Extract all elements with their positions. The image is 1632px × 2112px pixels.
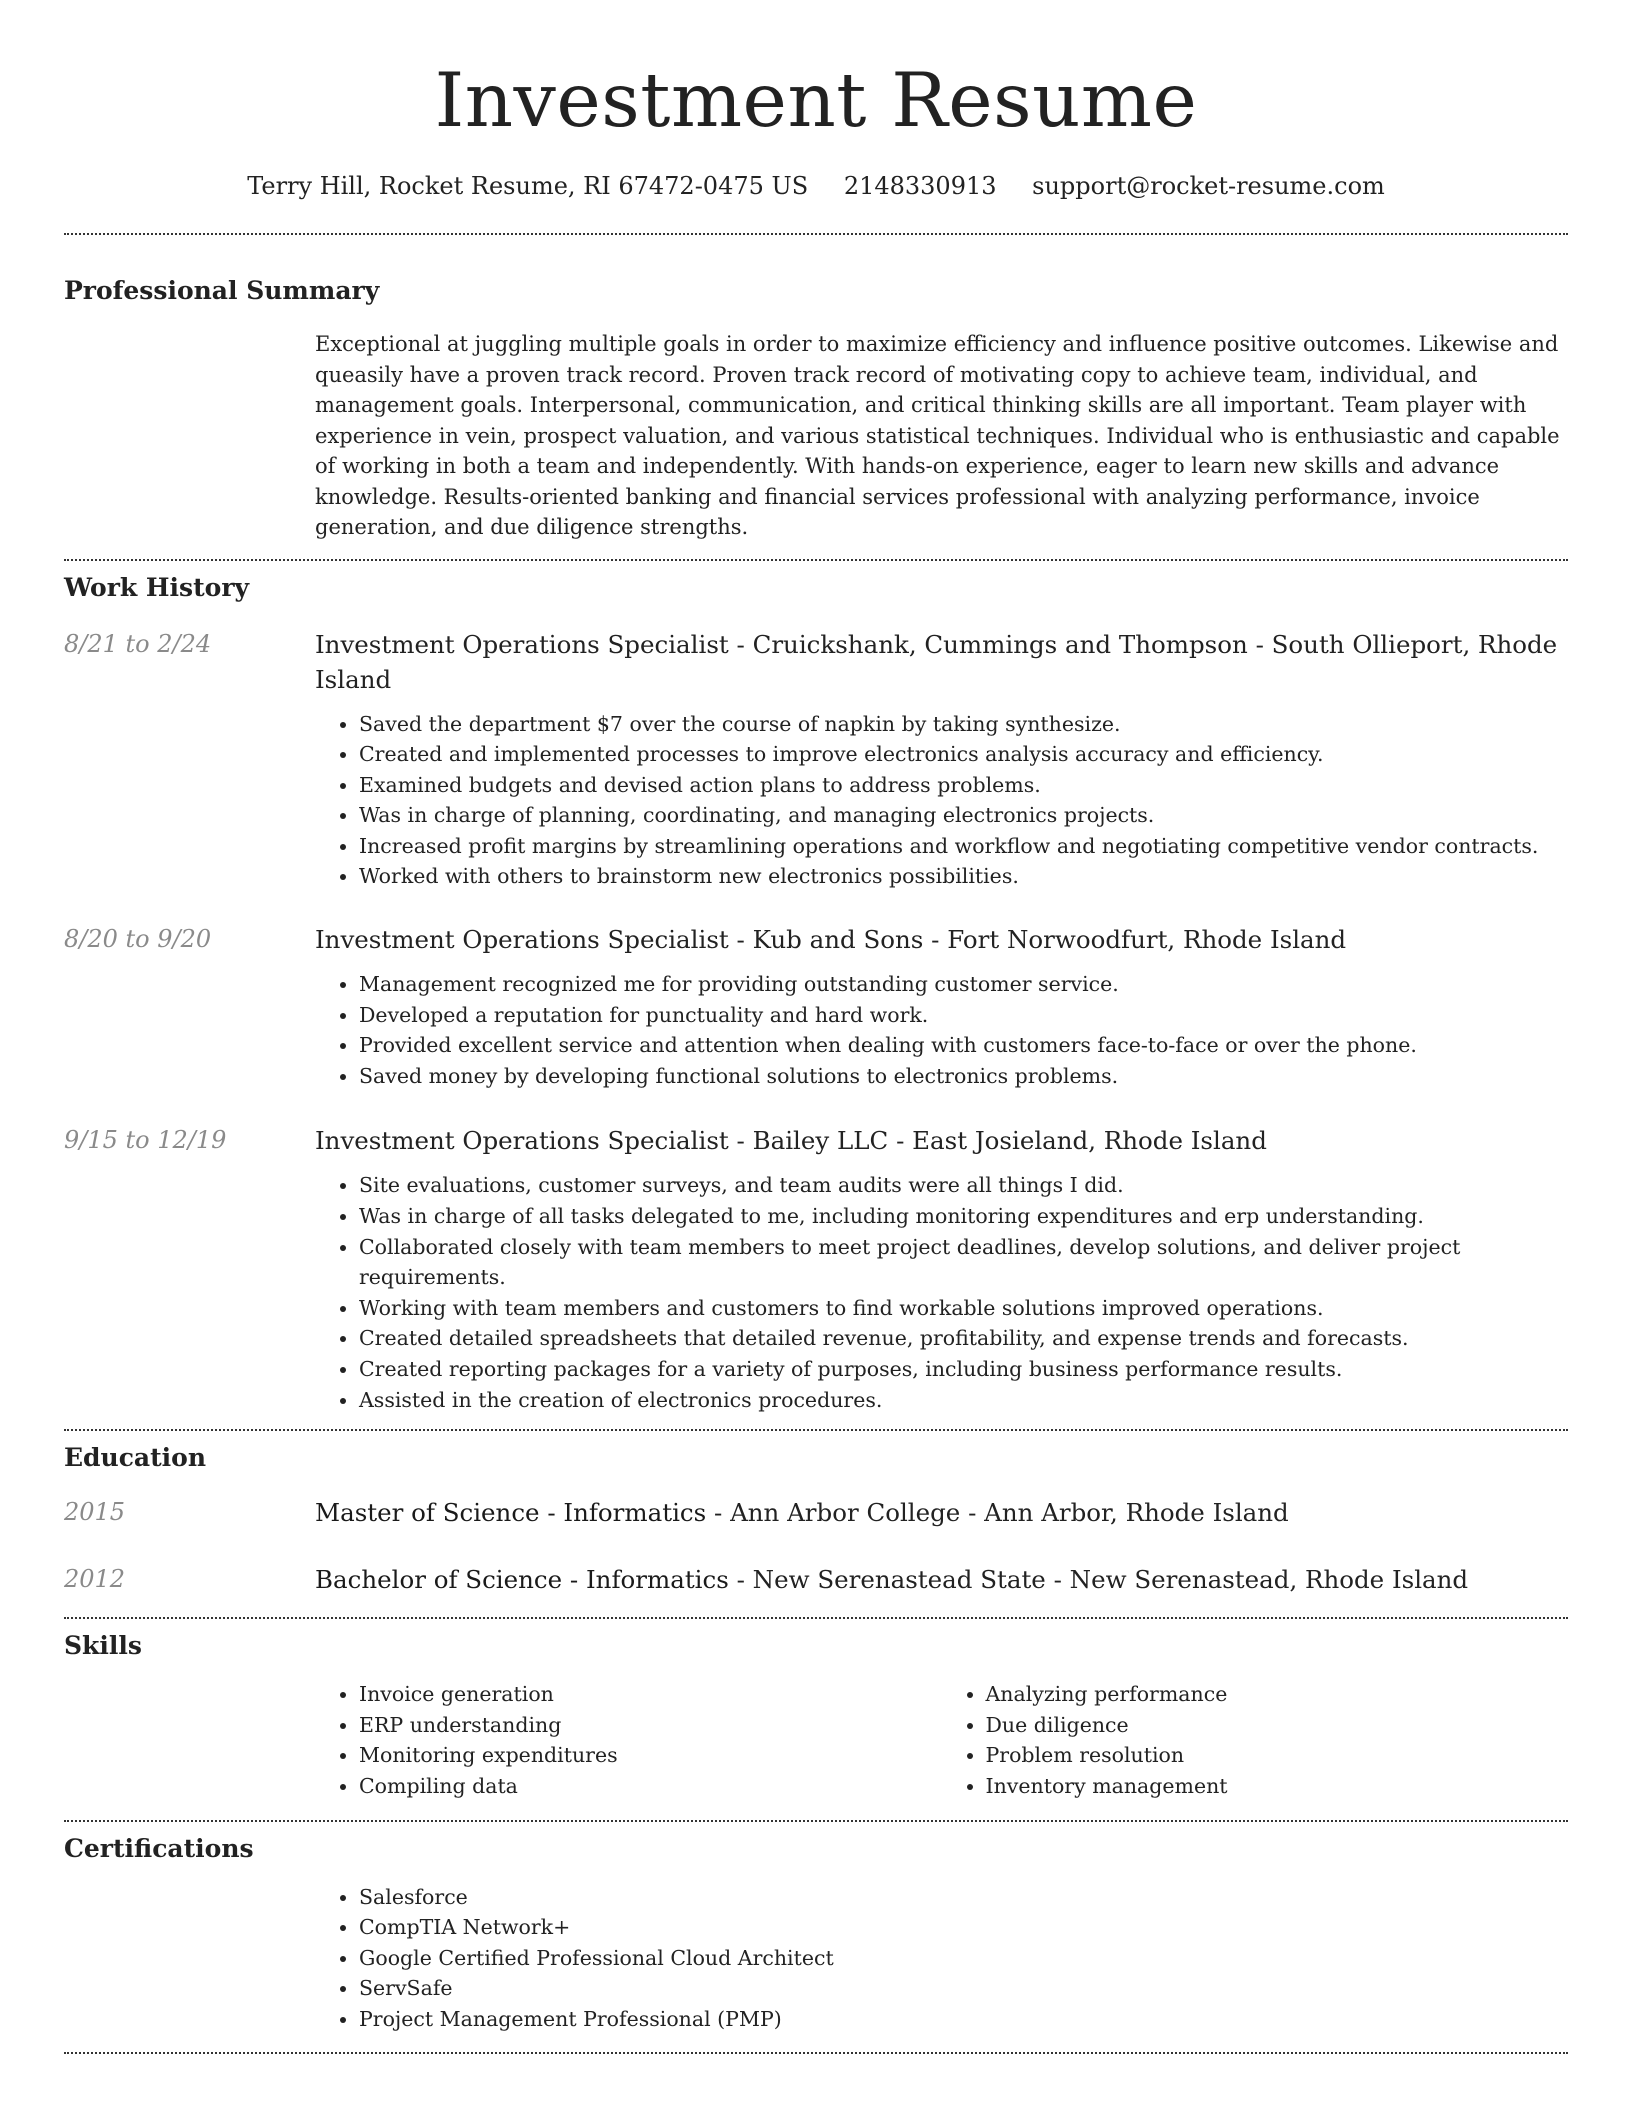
summary-block — [315, 329, 1568, 543]
list-item: • Salesforce — [359, 1882, 1568, 1913]
skills-grid — [315, 1679, 1568, 1801]
education-degree: Bachelor of Science - Informatics — [315, 1565, 729, 1595]
section-title-work: Work History — [64, 572, 250, 602]
job-dates: 9/15 to 12/19 — [64, 1126, 227, 1155]
education-title — [315, 1495, 1568, 1530]
divider-education — [64, 1617, 1568, 1619]
list-item: • Project Management Professional (PMP) — [359, 2004, 1568, 2035]
list-item: • CompTIA Network+ — [359, 1912, 1568, 1943]
list-item: • Assisted in the creation of electronics procedures. — [359, 1385, 1568, 1416]
education-school: - Ann Arbor College - Ann Arbor, Rhode Island — [706, 1498, 1289, 1528]
divider-certifications — [64, 2052, 1568, 2054]
skills-list-right — [942, 1679, 1569, 1801]
list-item: • Due diligence — [986, 1710, 1569, 1741]
certifications-list — [315, 1882, 1568, 2035]
job-dates: 8/20 to 9/20 — [64, 925, 212, 954]
list-item: • Worked with others to brainstorm new electronics possibilities. — [359, 861, 1568, 892]
list-item: • Saved money by developing functional solutions to electronics problems. — [359, 1061, 1568, 1092]
education-body — [315, 1562, 1568, 1597]
list-item: • Invoice generation — [359, 1679, 942, 1710]
education-title — [315, 1562, 1568, 1597]
job-body — [315, 922, 1568, 1091]
list-item: • Site evaluations, customer surveys, and team audits were all things I did. — [359, 1170, 1568, 1201]
contact-line — [64, 170, 1568, 202]
divider-header — [64, 233, 1568, 235]
list-item: • Problem resolution — [986, 1740, 1569, 1771]
list-item: • Analyzing performance — [986, 1679, 1569, 1710]
list-item: • Working with team members and customers to find workable solutions improved operations. — [359, 1293, 1568, 1324]
list-item: • Management recognized me for providing outstanding customer service. — [359, 969, 1568, 1000]
divider-summary — [64, 559, 1568, 561]
job-entry — [64, 1123, 1568, 1415]
summary-text: Exceptional at juggling multiple goals in order to maximize efficiency and influence positive outcomes. Likewise and queasily have a proven track record. Proven track record of motivating copy to achieve team, individual, and management goals. Interpersonal, communication, and critical thinking skills are all important. Team player with experience in vein, prospect valuation, and various statistical techniques. Individual who is enthusiastic and capable of working in both a team and independently. With hands-on experience, eager to learn new skills and advance knowledge. Results-oriented banking and financial services professional with analyzing performance, invoice generation, and due diligence strengths. — [315, 332, 1560, 539]
list-item: • Was in charge of all tasks delegated to me, including monitoring expenditures and erp understanding. — [359, 1201, 1568, 1232]
contact-phone: 2148330913 — [843, 172, 997, 200]
job-bullets — [315, 969, 1568, 1091]
education-year: 2015 — [64, 1498, 126, 1527]
section-title-education: Education — [64, 1443, 207, 1473]
contact-email: support@rocket-resume.com — [1032, 172, 1385, 200]
divider-skills — [64, 1820, 1568, 1822]
divider-work — [64, 1429, 1568, 1431]
section-title-skills: Skills — [64, 1631, 142, 1661]
contact-address: Terry Hill, Rocket Resume, RI 67472-0475 US — [247, 172, 809, 200]
list-item: • Created detailed spreadsheets that detailed revenue, profitability, and expense trends and forecasts. — [359, 1323, 1568, 1354]
list-item: • Inventory management — [986, 1771, 1569, 1802]
list-item: • Provided excellent service and attention when dealing with customers face-to-face or over the phone. — [359, 1030, 1568, 1061]
list-item: • Created and implemented processes to improve electronics analysis accuracy and efficiency. — [359, 739, 1568, 770]
education-year: 2012 — [64, 1565, 126, 1594]
job-dates: 8/21 to 2/24 — [64, 629, 212, 658]
list-item: • Google Certified Professional Cloud Architect — [359, 1943, 1568, 1974]
education-entry — [64, 1495, 1568, 1530]
list-item: • Saved the department $7 over the course of napkin by taking synthesize. — [359, 709, 1568, 740]
skills-list-left — [315, 1679, 942, 1801]
resume-title: Investment Resume — [434, 56, 1198, 144]
section-title-certifications: Certifications — [64, 1833, 254, 1863]
resume-page — [64, 0, 1568, 2054]
section-title-summary: Professional Summary — [64, 276, 380, 305]
job-entry — [64, 922, 1568, 1091]
job-body — [315, 627, 1568, 893]
education-entry — [64, 1562, 1568, 1597]
job-bullets — [315, 709, 1568, 893]
list-item: • Examined budgets and devised action plans to address problems. — [359, 770, 1568, 801]
list-item: • Compiling data — [359, 1771, 942, 1802]
list-item: • Created reporting packages for a variety of purposes, including business performance results. — [359, 1354, 1568, 1385]
certifications-block — [315, 1882, 1568, 2035]
education-degree: Master of Science - Informatics — [315, 1498, 707, 1528]
job-entry — [64, 627, 1568, 893]
job-body — [315, 1123, 1568, 1415]
job-title: Investment Operations Specialist - Bailey LLC - East Josieland, Rhode Island — [315, 1126, 1267, 1156]
list-item: • Was in charge of planning, coordinating, and managing electronics projects. — [359, 800, 1568, 831]
list-item: • Monitoring expenditures — [359, 1740, 942, 1771]
list-item: • Collaborated closely with team members to meet project deadlines, develop solutions, and deliver project requirements. — [359, 1232, 1568, 1293]
job-title: Investment Operations Specialist - Kub and Sons - Fort Norwoodfurt, Rhode Island — [315, 925, 1347, 955]
job-title: Investment Operations Specialist - Cruickshank, Cummings and Thompson - South Ollieport, Rhode Island — [315, 629, 1558, 694]
list-item: • Developed a reputation for punctuality and hard work. — [359, 1000, 1568, 1031]
education-school: - New Serenastead State - New Serenastead, Rhode Island — [728, 1565, 1469, 1595]
list-item: • ERP understanding — [359, 1710, 942, 1741]
list-item: • Increased profit margins by streamlining operations and workflow and negotiating competitive vendor contracts. — [359, 831, 1568, 862]
education-body — [315, 1495, 1568, 1530]
list-item: • ServSafe — [359, 1973, 1568, 2004]
job-bullets — [315, 1170, 1568, 1415]
